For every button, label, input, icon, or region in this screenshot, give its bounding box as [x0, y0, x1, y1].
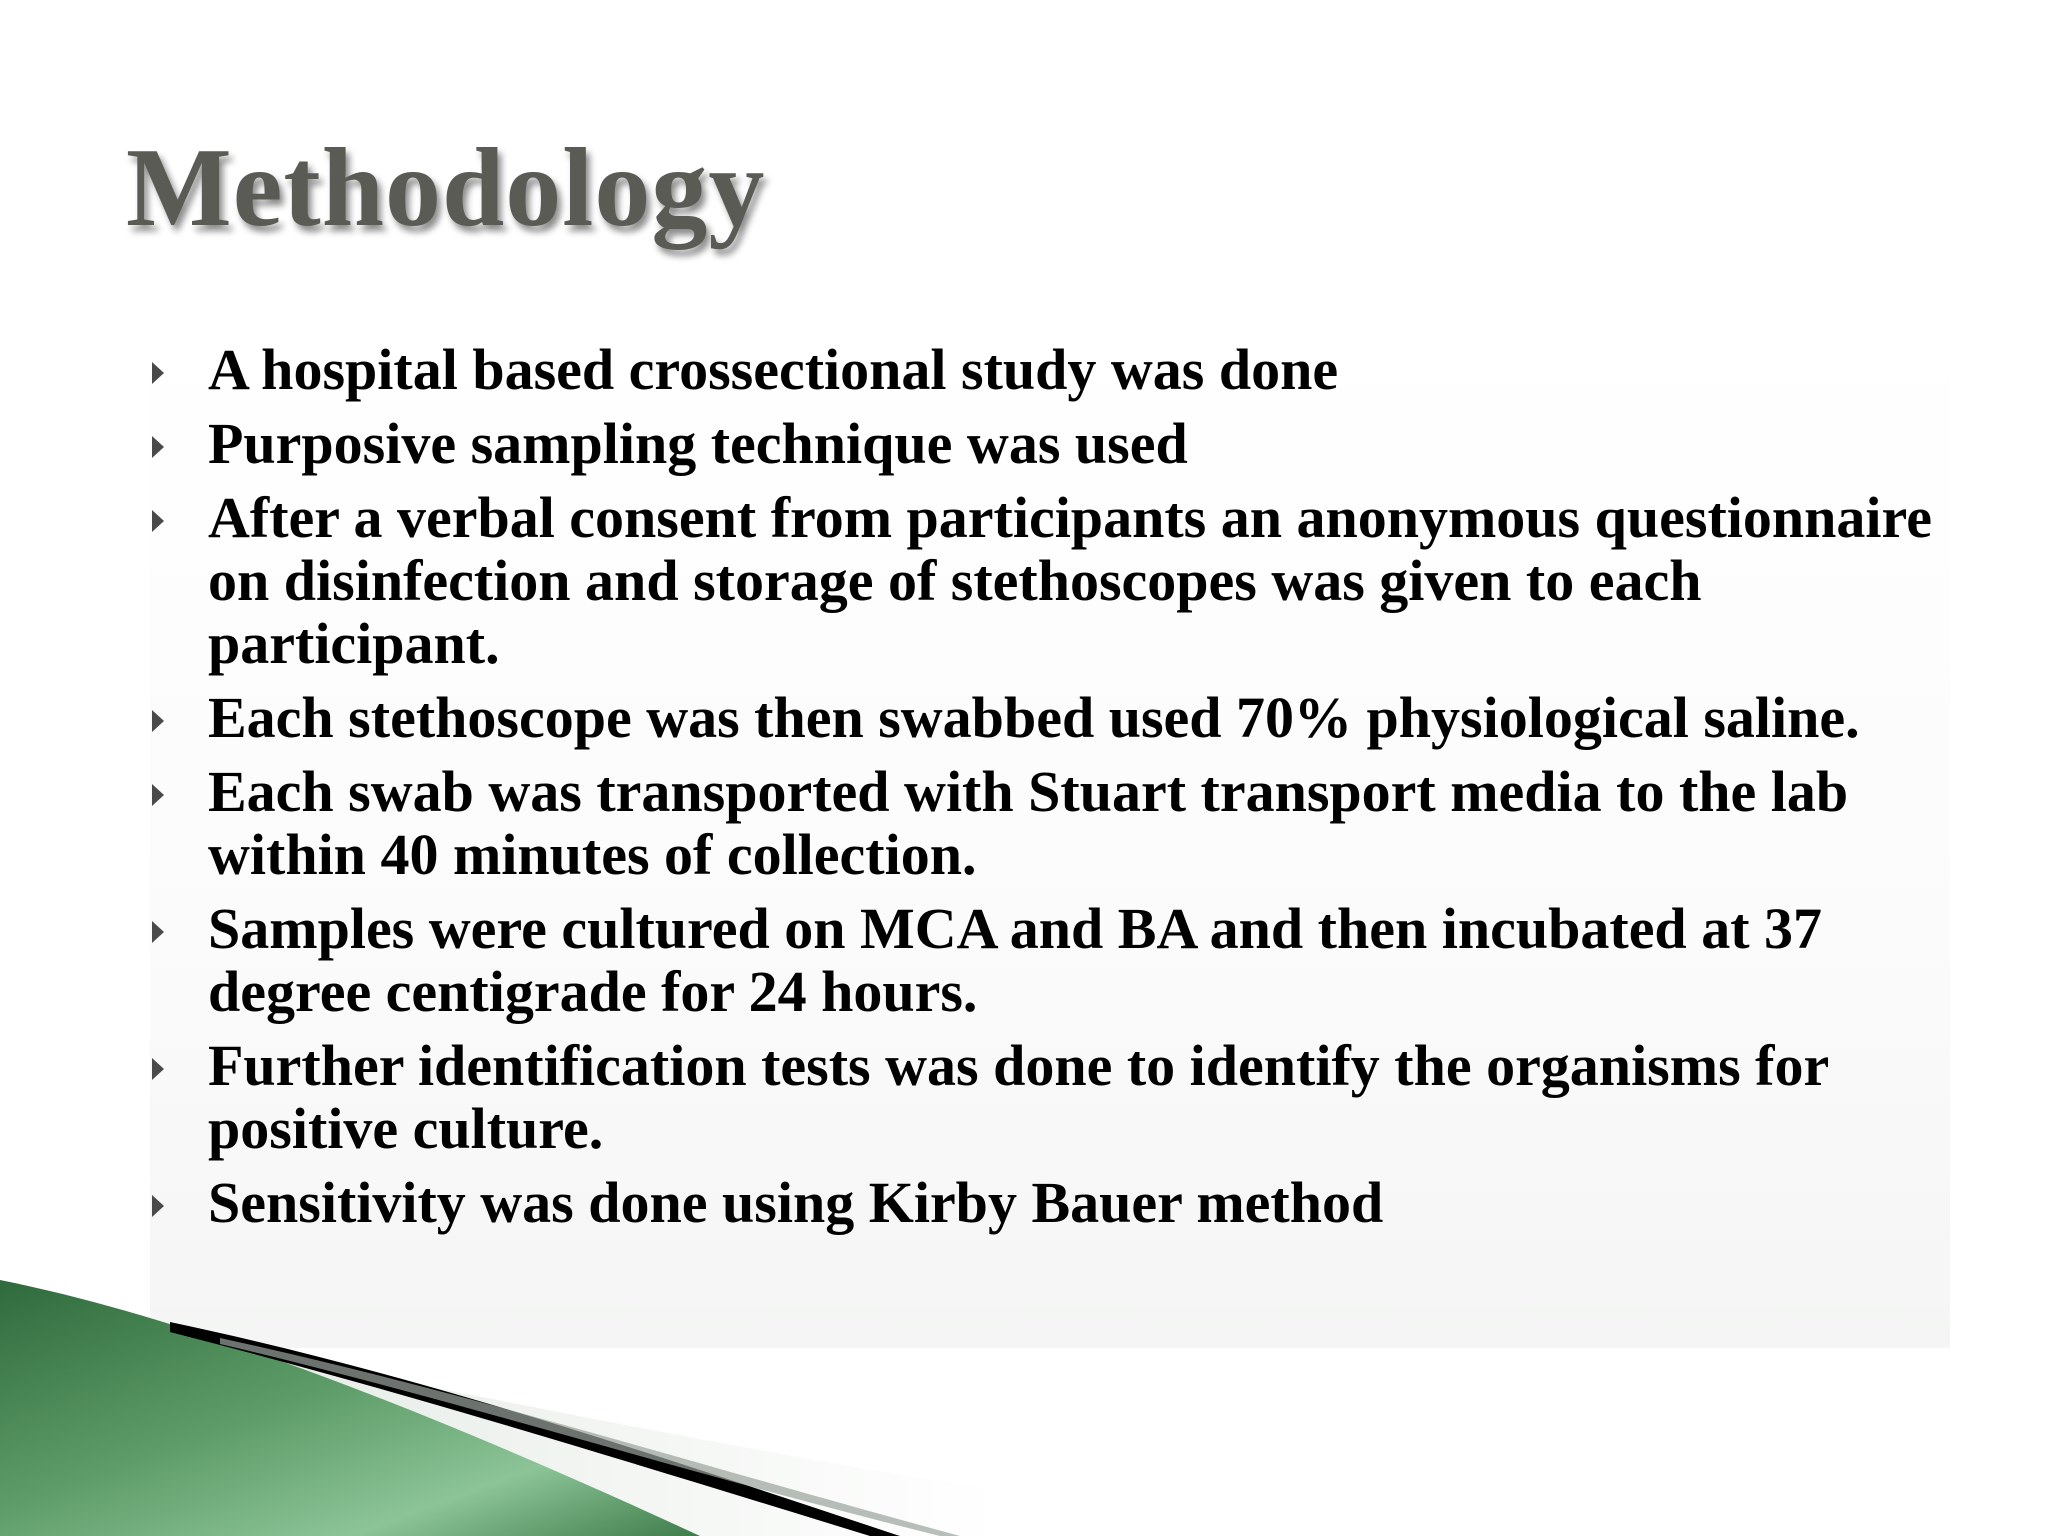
bullet-item [146, 1171, 1946, 1234]
triangle-right-icon [152, 784, 164, 806]
green-sweep [0, 1280, 700, 1536]
bullet-text: Further identification tests was done to identify the organisms for positive culture. [208, 1033, 1829, 1161]
triangle-right-icon [152, 1195, 164, 1217]
slide-title: Methodology [126, 126, 766, 250]
decorative-swoosh [0, 1280, 1000, 1536]
bullet-list [146, 338, 1946, 1245]
bullet-item [146, 486, 1946, 675]
bullet-item [146, 412, 1946, 475]
bullet-text: Sensitivity was done using Kirby Bauer method [208, 1170, 1384, 1235]
triangle-right-icon [152, 1058, 164, 1080]
bullet-item [146, 760, 1946, 886]
triangle-right-icon [152, 436, 164, 458]
bullet-text: Samples were cultured on MCA and BA and then incubated at 37 degree centigrade for 24 hours. [208, 896, 1823, 1024]
bullet-item [146, 1034, 1946, 1160]
bullet-item [146, 338, 1946, 401]
bullet-text: A hospital based crossectional study was done [208, 337, 1339, 402]
bullet-text: After a verbal consent from participants an anonymous questionnaire on disinfection and storage of stethoscopes was given to each participant. [208, 485, 1932, 676]
bullet-text: Purposive sampling technique was used [208, 411, 1188, 476]
triangle-right-icon [152, 921, 164, 943]
triangle-right-icon [152, 510, 164, 532]
bullet-text: Each swab was transported with Stuart transport media to the lab within 40 minutes of collection. [208, 759, 1849, 887]
bullet-item [146, 686, 1946, 749]
bullet-item [146, 897, 1946, 1023]
triangle-right-icon [152, 362, 164, 384]
bullet-text: Each stethoscope was then swabbed used 70% physiological saline. [208, 685, 1860, 750]
triangle-right-icon [152, 710, 164, 732]
